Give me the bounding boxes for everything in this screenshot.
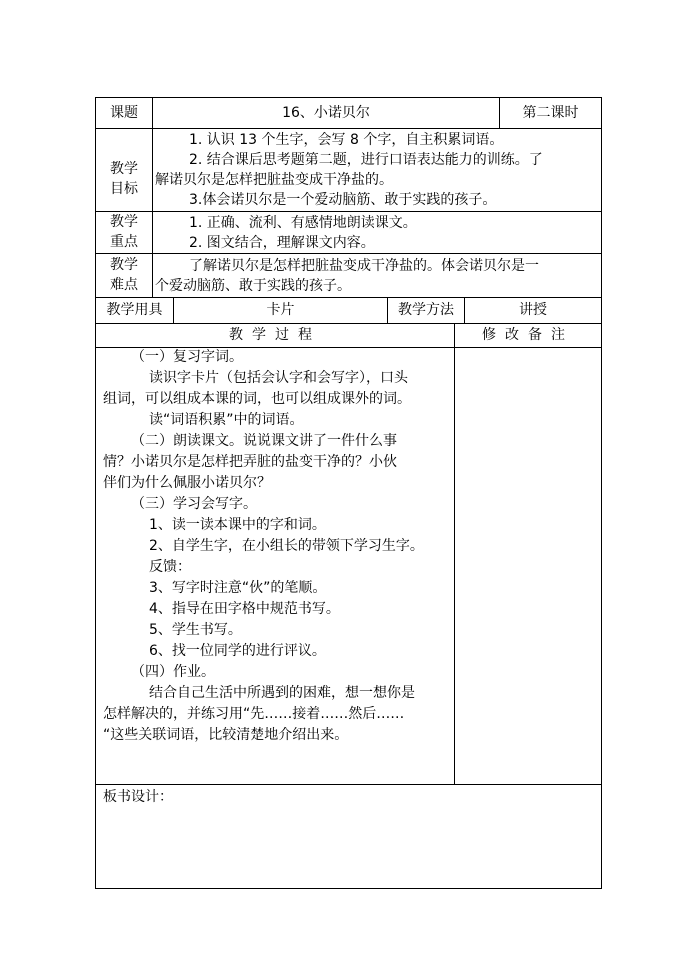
row-divider-difficulties <box>95 297 602 298</box>
label-lesson-title: 课题 <box>110 105 138 121</box>
label-difficulties-line2: 难点 <box>110 277 138 293</box>
process-line: （二）朗读课文。说说课文讲了一件什么事 <box>131 433 397 449</box>
process-line: 怎样解决的，并练习用“先……接着……然后…… <box>103 706 405 722</box>
lesson-period: 第二课时 <box>522 105 579 121</box>
label-goals-line1: 教学 <box>110 161 138 177</box>
table-border-bottom <box>95 888 602 889</box>
goal-line: 解诺贝尔是怎样把脏盐变成干净盐的。 <box>155 172 393 188</box>
keypoint-line: 2. 图文结合，理解课文内容。 <box>189 235 375 251</box>
process-line: “这些关联词语，比较清楚地介绍出来。 <box>103 727 349 743</box>
label-keypoints-line1: 教学 <box>110 214 138 230</box>
table-border-right <box>601 97 602 888</box>
notes-header: 修改备注 <box>482 327 574 343</box>
label-goals-line2: 目标 <box>110 181 138 197</box>
teaching-method-value: 讲授 <box>519 302 547 318</box>
label-keypoints-line2: 重点 <box>110 234 138 250</box>
process-line: 情？小诺贝尔是怎样把弄脏的盐变干净的？小伙 <box>103 454 397 470</box>
row-divider-goals <box>95 211 602 212</box>
goal-line: 1. 认识 13 个生字，会写 8 个字，自主积累词语。 <box>189 132 504 148</box>
label-difficulties-line1: 教学 <box>110 257 138 273</box>
label-teaching-tools: 教学用具 <box>106 302 163 318</box>
process-line: 组词，可以组成本课的词，也可以组成课外的词。 <box>103 391 411 407</box>
row-divider-keypoints <box>95 253 602 254</box>
process-line: （四）作业。 <box>131 664 215 680</box>
process-line: 5、学生书写。 <box>149 622 242 638</box>
row-divider-process <box>95 784 602 785</box>
process-line: 结合自己生活中所遇到的困难，想一想你是 <box>149 685 415 701</box>
difficulty-line: 了解诺贝尔是怎样把脏盐变成干净盐的。体会诺贝尔是一 <box>189 258 539 274</box>
process-line: 读“词语积累”中的词语。 <box>149 412 304 428</box>
process-line: 4、指导在田字格中规范书写。 <box>149 601 340 617</box>
goal-line: 3.体会诺贝尔是一个爱动脑筋、敢于实践的孩子。 <box>189 192 497 208</box>
keypoint-line: 1. 正确、流利、有感情地朗读课文。 <box>189 215 417 231</box>
process-line: 2、自学生字，在小组长的带领下学习生字。 <box>149 538 424 554</box>
difficulty-line: 个爱动脑筋、敢于实践的孩子。 <box>155 278 351 294</box>
process-line: 伴们为什么佩服小诺贝尔？ <box>103 475 271 491</box>
goal-line: 2. 结合课后思考题第二题，进行口语表达能力的训练。了 <box>189 152 543 168</box>
row-divider-header <box>95 128 602 129</box>
process-line: 6、找一位同学的进行评议。 <box>149 643 326 659</box>
process-line: 读识字卡片（包括会认字和会写字），口头 <box>149 370 408 386</box>
teaching-tools-value: 卡片 <box>266 302 295 318</box>
table-border-top <box>95 97 602 98</box>
lesson-title: 16、小诺贝尔 <box>282 105 370 121</box>
process-line: 1、读一读本课中的字和词。 <box>149 517 326 533</box>
col-divider-notes <box>454 323 455 784</box>
process-line: 3、写字时注意“伙”的笔顺。 <box>149 580 327 596</box>
board-design-label: 板书设计： <box>103 789 173 805</box>
process-line: 反馈： <box>149 559 191 575</box>
row-divider-tools <box>95 323 602 324</box>
process-header: 教学过程 <box>229 327 321 343</box>
label-teaching-method: 教学方法 <box>398 302 454 318</box>
col-divider-label <box>152 97 153 297</box>
process-line: （三）学习会写字。 <box>131 496 257 512</box>
process-line: （一）复习字词。 <box>131 349 243 365</box>
